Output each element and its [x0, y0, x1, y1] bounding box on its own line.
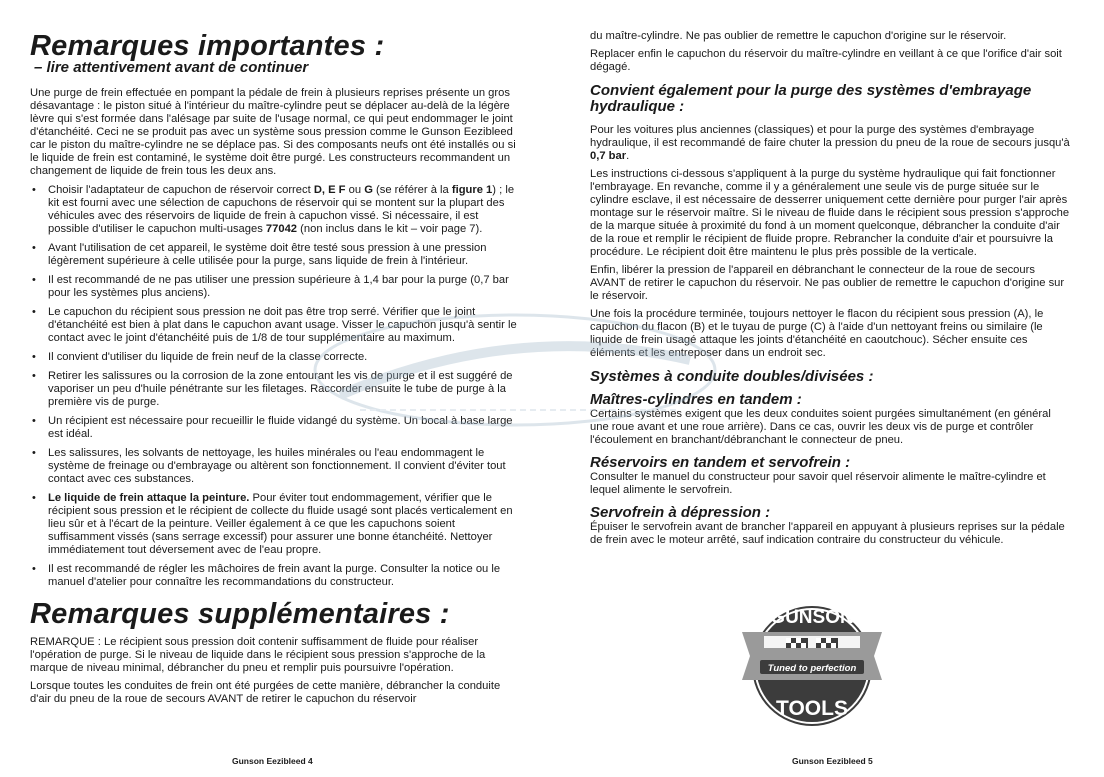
page-title: Remarques importantes :: [30, 30, 385, 62]
right-page: [590, 0, 1070, 547]
intro-paragraph: Une purge de frein effectuée en pompant la pédale de frein à plusieurs reprises présente un gros désavantage : le piston situé à l'intérieur du maître-cylindre peut se déplacer au-delà de la légère lèvre qui s'est formée dans l'alésage par suite de l'usage normal, ce qui peut endommager le joint d'étanchéité. Ceci ne se produit pas avec un système sous pression comme le Gunson Eezibleed car le piston du maître-cylindre ne se déplace pas. Si des composants neufs ont été installés ou si le liquide de frein est contaminé, le système doit être purgé. Les constructeurs recommandent un changement de liquide de frein tous les deux ans.: [30, 87, 516, 177]
bullet-bold: 77042: [265, 223, 298, 235]
paragraph-text: Pour les voitures plus anciennes (classiques) et pour la purge des systèmes d'embrayage hydraulique, il est recommandé de faire chuter la pression du pneu de la roue de secours jusqu'à: [590, 124, 1070, 149]
list-item: • Les salissures, les solvants de nettoyage, les huiles minérales ou l'eau endommagent le système de freinage ou d'embrayage ou altèrent son fonctionnement. Il convient d'éviter tout contact avec ces substances.: [30, 447, 518, 486]
gunson-tools-logo: [742, 590, 882, 742]
paragraph: REMARQUE : Le récipient sous pression doit contenir suffisamment de fluide pour réaliser l'opération de purge. Si le niveau de liquide dans le récipient sous pression s'approche de la marque de niveau minimal, débrancher du pneu et remplir puis poursuivre l'opération.: [30, 636, 486, 674]
paragraph-text: .: [626, 150, 630, 162]
section-heading: Maîtres-cylindres en tandem :: [590, 391, 802, 408]
page-subtitle: – lire attentivement avant de continuer: [34, 59, 309, 76]
page-footer-right: Gunson Eezibleed 5: [792, 756, 873, 766]
list-item: [30, 184, 518, 236]
section-heading: Réservoirs en tandem et servofrein :: [590, 454, 851, 471]
paragraph: Les instructions ci-dessous s'appliquent à la purge du système hydraulique qui fait fonctionner l'embrayage. En revanche, comme il y a généralement une seule vis de purge située sur le cylindre esclave, il est nécessaire de desserrer uniquement cette dernière pour purger l'air après montage sur le réservoir maître. Si le niveau de fluide dans le récipient sous pression s'approche de la marque située à proximité du fond à un moment quelconque, débrancher la conduite d'air de la roue et remplir le récipient de fluide propre. Rebrancher la conduite d'air et poursuivre la procédure. Le récipient doit être maintenu le plus près possible de la verticale.: [590, 168, 1070, 258]
logo-tagline: Tuned to perfection: [767, 663, 857, 674]
bullet-text: (non inclus dans le kit – voir page 7).: [297, 223, 483, 235]
paragraph: Épuiser le servofrein avant de brancher l'appareil en appuyant à plusieurs reprises sur la pédale de frein avec le moteur arrêté, sauf indication contraire du constructeur du véhicule.: [590, 521, 1065, 546]
paragraph: [590, 124, 1070, 163]
list-item: [30, 492, 518, 557]
page-footer-left: Gunson Eezibleed 4: [232, 756, 313, 766]
paragraph: Une fois la procédure terminée, toujours nettoyer le flacon du récipient sous pression (A), le capuchon du flacon (B) et le tuyau de purge (C) à l'aide d'un nettoyant freins ou similaire (le liquide de frein usagé attaque les joints d'étanchéité en caoutchouc). Sécher ensuite ces éléments et les entreposer dans un endroit sec.: [590, 308, 1044, 359]
paragraph: Replacer enfin le capuchon du réservoir du maître-cylindre en veillant à ce que l'orifice d'air soit dégagé.: [590, 48, 1062, 73]
paragraph: du maître-cylindre. Ne pas oublier de remettre le capuchon d'origine sur le réservoir.: [590, 30, 1007, 42]
bullet-text: (se référer à la: [372, 184, 452, 196]
list-item: • Il convient d'utiliser du liquide de frein neuf de la classe correcte.: [30, 351, 518, 364]
logo-bottom-text: TOOLS: [776, 697, 848, 720]
notes-list: [30, 184, 518, 589]
list-item: • Le capuchon du récipient sous pression ne doit pas être trop serré. Vérifier que le joint d'étanchéité est bien à plat dans le capuchon avant usage. Visser le capuchon jusqu'à sentir le contact avec le joint d'étanchéité puis de 1/8 de tour supplémentaire au maximum.: [30, 306, 518, 345]
list-item: • Un récipient est nécessaire pour recueillir le fluide vidangé du système. Un bocal à base large est idéal.: [30, 415, 518, 441]
list-item: • Il est recommandé de régler les mâchoires de frein avant la purge. Consulter la notice ou le manuel d'atelier pour connaître les recommandations du constructeur.: [30, 563, 518, 589]
logo-top-text: GUNSON: [770, 607, 854, 628]
bullet-text: Choisir l'adaptateur de capuchon de réservoir correct: [48, 184, 314, 196]
left-page: [30, 0, 518, 706]
paragraph: Lorsque toutes les conduites de frein ont été purgées de cette manière, débrancher la conduite d'air du pneu de la roue de secours AVANT de retirer le capuchon du réservoir: [30, 680, 501, 705]
bullet-text: ) ; le kit est fourni avec une sélection de capuchons de réservoir qui se montent sur la plupart des véhicules avec des réservoirs de liquide de frein à capuchon vissé. Si nécessaire, il est possible d'utiliser le capuchon multi-usages: [48, 184, 515, 235]
bullet-bold: D, E F: [313, 184, 346, 196]
bullet-bold: G: [364, 184, 373, 196]
list-item: • Avant l'utilisation de cet appareil, le système doit être testé sous pression à une pression légèrement supérieure à celle utilisée pour la purge, sans liquide de frein à l'intérieur.: [30, 242, 518, 268]
section-heading: Servofrein à dépression :: [590, 504, 771, 521]
bullet-text: ou: [345, 184, 365, 196]
paragraph: Enfin, libérer la pression de l'appareil en débranchant le connecteur de la roue de secours AVANT de retirer le capuchon du réservoir. Ne pas oublier de remettre le capuchon d'origine sur le réservoir.: [590, 264, 1065, 302]
section-title: Remarques supplémentaires :: [30, 598, 450, 630]
section-heading: Convient également pour la purge des systèmes d'embrayage hydraulique :: [590, 82, 1032, 115]
bullet-bold: figure 1: [451, 184, 493, 196]
section-heading: Systèmes à conduite doubles/divisées :: [590, 368, 874, 385]
bullet-text: Pour éviter tout endommagement, vérifier que le récipient sous pression et le récipient de collecte du fluide usagé sont placés verticalement en lieu sûr et à l'écart de la peinture. Veiller également à ce que les capuchons soient suffisamment vissés (sans serrage excessif) pour assurer une bonne étanchéité. Nettoyer immédiatement tout déversement avec de l'eau propre.: [48, 492, 513, 556]
bullet-bold: Le liquide de frein attaque la peinture.: [48, 492, 250, 504]
list-item: • Retirer les salissures ou la corrosion de la zone entourant les vis de purge et il est suggéré de vaporiser un peu d'huile pénétrante sur les filetages. Raccorder ensuite le tube de purge à la première vis de purge.: [30, 370, 518, 409]
paragraph: Certains systèmes exigent que les deux conduites soient purgées simultanément (en général une roue avant et une roue arrière). Dans ce cas, ouvrir les deux vis de purge et contrôler l'écoulement en branchant/débranchant le connecteur de pneu.: [590, 408, 1051, 446]
paragraph: Consulter le manuel du constructeur pour savoir quel réservoir alimente le maître-cylindre et lequel alimente le servofrein.: [590, 471, 1046, 496]
list-item: • Il est recommandé de ne pas utiliser une pression supérieure à 1,4 bar pour la purge (0,7 bar pour les systèmes plus anciens).: [30, 274, 518, 300]
paragraph-bold: 0,7 bar: [590, 150, 627, 162]
